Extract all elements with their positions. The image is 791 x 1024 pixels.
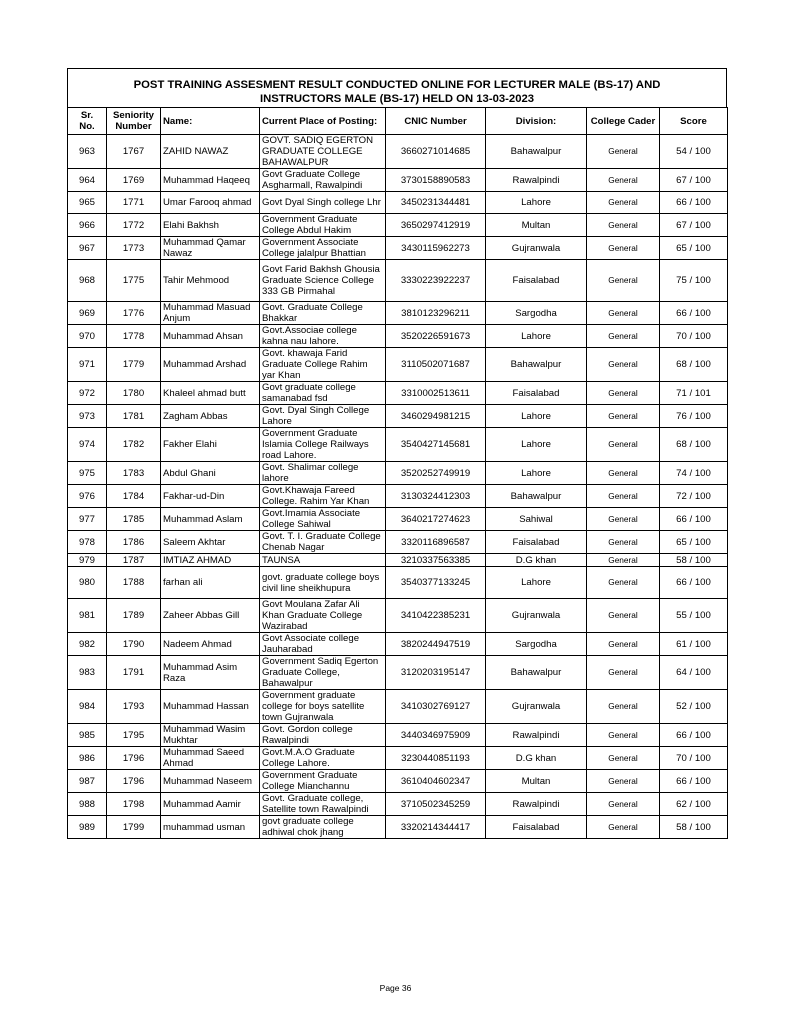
cell-cnic: 3410422385231 <box>386 599 486 633</box>
cell-posting: Govt. Shalimar college lahore <box>260 462 386 485</box>
cell-cader: General <box>587 405 660 428</box>
cell-posting: Govt.M.A.O Graduate College Lahore. <box>260 747 386 770</box>
cell-posting: govt. graduate college boys civil line sheikhupura <box>260 567 386 599</box>
cell-seniority: 1778 <box>107 325 161 348</box>
cell-name: Muhammad Qamar Nawaz <box>161 237 260 260</box>
cell-sr: 982 <box>68 633 107 656</box>
cell-posting: Govt. Graduate College Bhakkar <box>260 302 386 325</box>
col-header-sr: Sr. No. <box>68 108 107 135</box>
cell-seniority: 1775 <box>107 260 161 302</box>
cell-division: Multan <box>486 214 587 237</box>
cell-sr: 989 <box>68 816 107 839</box>
cell-cnic: 3450231344481 <box>386 192 486 214</box>
cell-name: Zagham Abbas <box>161 405 260 428</box>
cell-division: Bahawalpur <box>486 135 587 169</box>
results-sheet <box>67 68 727 839</box>
cell-seniority: 1793 <box>107 690 161 724</box>
cell-score: 74 / 100 <box>660 462 728 485</box>
cell-cader: General <box>587 508 660 531</box>
table-row <box>68 325 728 348</box>
cell-cader: General <box>587 747 660 770</box>
cell-name: farhan ali <box>161 567 260 599</box>
cell-posting: Govt.Associae college kahna nau lahore. <box>260 325 386 348</box>
cell-score: 65 / 100 <box>660 237 728 260</box>
cell-division: Multan <box>486 770 587 793</box>
cell-seniority: 1771 <box>107 192 161 214</box>
cell-posting: Govt graduate college samanabad fsd <box>260 382 386 405</box>
cell-cnic: 3540377133245 <box>386 567 486 599</box>
cell-posting: Govt Farid Bakhsh Ghousia Graduate Science College 333 GB Pirmahal <box>260 260 386 302</box>
cell-score: 67 / 100 <box>660 169 728 192</box>
cell-cnic: 3440346975909 <box>386 724 486 747</box>
cell-score: 55 / 100 <box>660 599 728 633</box>
cell-seniority: 1781 <box>107 405 161 428</box>
cell-name: Muhammad Hassan <box>161 690 260 724</box>
cell-posting: Govt.Khawaja Fareed College. Rahim Yar Khan <box>260 485 386 508</box>
table-row <box>68 485 728 508</box>
table-row <box>68 348 728 382</box>
table-row <box>68 260 728 302</box>
cell-name: Abdul Ghani <box>161 462 260 485</box>
table-row <box>68 237 728 260</box>
cell-cader: General <box>587 656 660 690</box>
cell-division: D.G khan <box>486 554 587 567</box>
table-row <box>68 214 728 237</box>
cell-sr: 979 <box>68 554 107 567</box>
cell-cader: General <box>587 348 660 382</box>
cell-seniority: 1798 <box>107 793 161 816</box>
cell-sr: 974 <box>68 428 107 462</box>
cell-cader: General <box>587 816 660 839</box>
cell-cader: General <box>587 690 660 724</box>
cell-sr: 967 <box>68 237 107 260</box>
cell-posting: Government graduate college for boys satellite town Gujranwala <box>260 690 386 724</box>
cell-cnic: 3410302769127 <box>386 690 486 724</box>
cell-name: Muhammad Arshad <box>161 348 260 382</box>
cell-score: 58 / 100 <box>660 816 728 839</box>
cell-cader: General <box>587 554 660 567</box>
cell-division: Gujranwala <box>486 237 587 260</box>
cell-cnic: 3460294981215 <box>386 405 486 428</box>
cell-seniority: 1790 <box>107 633 161 656</box>
cell-cader: General <box>587 793 660 816</box>
cell-division: Lahore <box>486 428 587 462</box>
cell-posting: Govt Graduate College Asgharmall, Rawalpindi <box>260 169 386 192</box>
col-header-posting: Current Place of Posting: <box>260 108 386 135</box>
table-row <box>68 567 728 599</box>
cell-name: Tahir Mehmood <box>161 260 260 302</box>
table-row <box>68 302 728 325</box>
cell-seniority: 1785 <box>107 508 161 531</box>
cell-cader: General <box>587 237 660 260</box>
cell-sr: 965 <box>68 192 107 214</box>
cell-seniority: 1780 <box>107 382 161 405</box>
cell-name: Muhammad Saeed Ahmad <box>161 747 260 770</box>
cell-seniority: 1796 <box>107 770 161 793</box>
cell-division: Faisalabad <box>486 382 587 405</box>
cell-cnic: 3640217274623 <box>386 508 486 531</box>
cell-posting: Govt Dyal Singh college Lhr <box>260 192 386 214</box>
cell-seniority: 1795 <box>107 724 161 747</box>
cell-sr: 980 <box>68 567 107 599</box>
cell-seniority: 1783 <box>107 462 161 485</box>
cell-cnic: 3810123296211 <box>386 302 486 325</box>
cell-cnic: 3130324412303 <box>386 485 486 508</box>
cell-sr: 987 <box>68 770 107 793</box>
table-row <box>68 169 728 192</box>
cell-score: 58 / 100 <box>660 554 728 567</box>
cell-seniority: 1767 <box>107 135 161 169</box>
cell-seniority: 1796 <box>107 747 161 770</box>
cell-posting: Government Graduate College Abdul Hakim <box>260 214 386 237</box>
cell-cader: General <box>587 531 660 554</box>
cell-name: IMTIAZ AHMAD <box>161 554 260 567</box>
table-row <box>68 135 728 169</box>
cell-division: Lahore <box>486 325 587 348</box>
cell-name: Muhammad Masuad Anjum <box>161 302 260 325</box>
cell-division: Bahawalpur <box>486 656 587 690</box>
cell-division: Rawalpindi <box>486 793 587 816</box>
table-row <box>68 633 728 656</box>
cell-sr: 976 <box>68 485 107 508</box>
cell-cader: General <box>587 567 660 599</box>
cell-sr: 983 <box>68 656 107 690</box>
cell-cnic: 3330223922237 <box>386 260 486 302</box>
cell-sr: 969 <box>68 302 107 325</box>
cell-name: Muhammad Ahsan <box>161 325 260 348</box>
cell-cader: General <box>587 633 660 656</box>
cell-score: 70 / 100 <box>660 747 728 770</box>
table-row <box>68 816 728 839</box>
table-row <box>68 531 728 554</box>
table-row <box>68 770 728 793</box>
cell-sr: 972 <box>68 382 107 405</box>
table-row <box>68 428 728 462</box>
cell-name: Muhammad Aslam <box>161 508 260 531</box>
cell-division: Bahawalpur <box>486 348 587 382</box>
cell-cader: General <box>587 260 660 302</box>
table-row <box>68 192 728 214</box>
cell-posting: Government Associate College jalalpur Bhattian <box>260 237 386 260</box>
cell-sr: 977 <box>68 508 107 531</box>
cell-posting: Govt. T. I. Graduate College Chenab Nagar <box>260 531 386 554</box>
cell-score: 66 / 100 <box>660 508 728 531</box>
cell-posting: Government Sadiq Egerton Graduate College, Bahawalpur <box>260 656 386 690</box>
cell-sr: 984 <box>68 690 107 724</box>
cell-cader: General <box>587 770 660 793</box>
table-row <box>68 554 728 567</box>
cell-cader: General <box>587 382 660 405</box>
cell-name: Muhammad Wasim Mukhtar <box>161 724 260 747</box>
col-header-cader: College Cader <box>587 108 660 135</box>
cell-sr: 986 <box>68 747 107 770</box>
cell-name: Muhammad Haqeeq <box>161 169 260 192</box>
col-header-seniority: Seniority Number <box>107 108 161 135</box>
cell-cnic: 3320116896587 <box>386 531 486 554</box>
cell-sr: 963 <box>68 135 107 169</box>
cell-cader: General <box>587 169 660 192</box>
cell-posting: Govt.Imamia Associate College Sahiwal <box>260 508 386 531</box>
col-header-name: Name: <box>161 108 260 135</box>
table-row <box>68 724 728 747</box>
cell-name: Elahi Bakhsh <box>161 214 260 237</box>
col-header-score: Score <box>660 108 728 135</box>
cell-sr: 966 <box>68 214 107 237</box>
cell-cader: General <box>587 302 660 325</box>
table-row <box>68 462 728 485</box>
cell-division: D.G khan <box>486 747 587 770</box>
cell-name: Umar Farooq ahmad <box>161 192 260 214</box>
header-row <box>68 108 728 135</box>
table-body <box>68 135 728 839</box>
table-row <box>68 690 728 724</box>
cell-cader: General <box>587 599 660 633</box>
cell-score: 67 / 100 <box>660 214 728 237</box>
cell-cnic: 3430115962273 <box>386 237 486 260</box>
cell-sr: 970 <box>68 325 107 348</box>
cell-division: Rawalpindi <box>486 724 587 747</box>
cell-cnic: 3820244947519 <box>386 633 486 656</box>
table-row <box>68 747 728 770</box>
cell-sr: 988 <box>68 793 107 816</box>
cell-sr: 968 <box>68 260 107 302</box>
cell-cnic: 3230440851193 <box>386 747 486 770</box>
cell-cnic: 3110502071687 <box>386 348 486 382</box>
cell-name: Saleem Akhtar <box>161 531 260 554</box>
cell-score: 66 / 100 <box>660 302 728 325</box>
cell-score: 54 / 100 <box>660 135 728 169</box>
cell-division: Sargodha <box>486 633 587 656</box>
cell-score: 64 / 100 <box>660 656 728 690</box>
cell-posting: Government Graduate Islamia College Railways road Lahore. <box>260 428 386 462</box>
cell-name: ZAHID NAWAZ <box>161 135 260 169</box>
cell-division: Gujranwala <box>486 690 587 724</box>
cell-score: 62 / 100 <box>660 793 728 816</box>
title-line-1: POST TRAINING ASSESMENT RESULT CONDUCTED ONLINE FOR LECTURER MALE (BS-17) AND <box>133 79 661 91</box>
cell-seniority: 1779 <box>107 348 161 382</box>
col-header-cnic: CNIC Number <box>386 108 486 135</box>
cell-posting: TAUNSA <box>260 554 386 567</box>
cell-seniority: 1789 <box>107 599 161 633</box>
cell-posting: govt graduate college adhiwal chok jhang <box>260 816 386 839</box>
cell-cnic: 3320214344417 <box>386 816 486 839</box>
cell-cader: General <box>587 214 660 237</box>
cell-cnic: 3660271014685 <box>386 135 486 169</box>
cell-division: Bahawalpur <box>486 485 587 508</box>
cell-posting: Govt Associate college Jauharabad <box>260 633 386 656</box>
cell-division: Lahore <box>486 405 587 428</box>
cell-score: 66 / 100 <box>660 770 728 793</box>
cell-score: 75 / 100 <box>660 260 728 302</box>
cell-division: Rawalpindi <box>486 169 587 192</box>
cell-posting: Government Graduate College Mianchannu <box>260 770 386 793</box>
table-row <box>68 508 728 531</box>
results-table <box>67 107 728 839</box>
cell-cnic: 3730158890583 <box>386 169 486 192</box>
cell-seniority: 1791 <box>107 656 161 690</box>
cell-name: Muhammad Aamir <box>161 793 260 816</box>
cell-cnic: 3610404602347 <box>386 770 486 793</box>
cell-division: Faisalabad <box>486 260 587 302</box>
cell-name: Zaheer Abbas Gill <box>161 599 260 633</box>
cell-cader: General <box>587 724 660 747</box>
table-row <box>68 656 728 690</box>
cell-name: Muhammad Naseem <box>161 770 260 793</box>
cell-cnic: 3520252749919 <box>386 462 486 485</box>
table-row <box>68 599 728 633</box>
cell-division: Gujranwala <box>486 599 587 633</box>
cell-seniority: 1769 <box>107 169 161 192</box>
cell-seniority: 1787 <box>107 554 161 567</box>
page-number: Page 36 <box>379 983 412 993</box>
cell-score: 52 / 100 <box>660 690 728 724</box>
cell-score: 72 / 100 <box>660 485 728 508</box>
cell-sr: 981 <box>68 599 107 633</box>
cell-name: Fakhar-ud-Din <box>161 485 260 508</box>
cell-score: 65 / 100 <box>660 531 728 554</box>
cell-division: Faisalabad <box>486 816 587 839</box>
cell-seniority: 1786 <box>107 531 161 554</box>
cell-cader: General <box>587 428 660 462</box>
cell-cnic: 3650297412919 <box>386 214 486 237</box>
cell-name: Nadeem Ahmad <box>161 633 260 656</box>
title-line-2: INSTRUCTORS MALE (BS-17) HELD ON 13-03-2023 <box>259 93 535 105</box>
cell-cnic: 3540427145681 <box>386 428 486 462</box>
cell-seniority: 1799 <box>107 816 161 839</box>
cell-score: 61 / 100 <box>660 633 728 656</box>
cell-sr: 978 <box>68 531 107 554</box>
cell-seniority: 1772 <box>107 214 161 237</box>
cell-posting: Govt Moulana Zafar Ali Khan Graduate College Wazirabad <box>260 599 386 633</box>
cell-seniority: 1784 <box>107 485 161 508</box>
cell-cnic: 3520226591673 <box>386 325 486 348</box>
cell-division: Lahore <box>486 192 587 214</box>
table-row <box>68 793 728 816</box>
document-title <box>67 68 727 107</box>
cell-sr: 985 <box>68 724 107 747</box>
cell-score: 76 / 100 <box>660 405 728 428</box>
cell-posting: GOVT. SADIQ EGERTON GRADUATE COLLEGE BAHAWALPUR <box>260 135 386 169</box>
cell-cader: General <box>587 135 660 169</box>
col-header-division: Division: <box>486 108 587 135</box>
cell-cnic: 3210337563385 <box>386 554 486 567</box>
cell-sr: 971 <box>68 348 107 382</box>
cell-score: 68 / 100 <box>660 348 728 382</box>
cell-seniority: 1776 <box>107 302 161 325</box>
cell-cader: General <box>587 462 660 485</box>
cell-seniority: 1782 <box>107 428 161 462</box>
cell-cnic: 3310002513611 <box>386 382 486 405</box>
cell-posting: Govt. Graduate college, Satellite town Rawalpindi <box>260 793 386 816</box>
cell-division: Faisalabad <box>486 531 587 554</box>
cell-cader: General <box>587 325 660 348</box>
cell-name: muhammad usman <box>161 816 260 839</box>
cell-score: 66 / 100 <box>660 192 728 214</box>
table-row <box>68 382 728 405</box>
cell-division: Lahore <box>486 462 587 485</box>
cell-sr: 964 <box>68 169 107 192</box>
cell-cnic: 3120203195147 <box>386 656 486 690</box>
cell-score: 66 / 100 <box>660 724 728 747</box>
cell-seniority: 1773 <box>107 237 161 260</box>
cell-cader: General <box>587 192 660 214</box>
cell-cnic: 3710502345259 <box>386 793 486 816</box>
cell-cader: General <box>587 485 660 508</box>
cell-division: Sahiwal <box>486 508 587 531</box>
cell-name: Khaleel ahmad butt <box>161 382 260 405</box>
cell-sr: 973 <box>68 405 107 428</box>
cell-score: 68 / 100 <box>660 428 728 462</box>
cell-sr: 975 <box>68 462 107 485</box>
cell-score: 71 / 101 <box>660 382 728 405</box>
cell-division: Sargodha <box>486 302 587 325</box>
cell-name: Fakher Elahi <box>161 428 260 462</box>
cell-name: Muhammad Asim Raza <box>161 656 260 690</box>
cell-posting: Govt. Gordon college Rawalpindi <box>260 724 386 747</box>
cell-division: Lahore <box>486 567 587 599</box>
cell-seniority: 1788 <box>107 567 161 599</box>
table-row <box>68 405 728 428</box>
cell-posting: Govt. khawaja Farid Graduate College Rahim yar Khan <box>260 348 386 382</box>
cell-posting: Govt. Dyal Singh College Lahore <box>260 405 386 428</box>
cell-score: 70 / 100 <box>660 325 728 348</box>
cell-score: 66 / 100 <box>660 567 728 599</box>
